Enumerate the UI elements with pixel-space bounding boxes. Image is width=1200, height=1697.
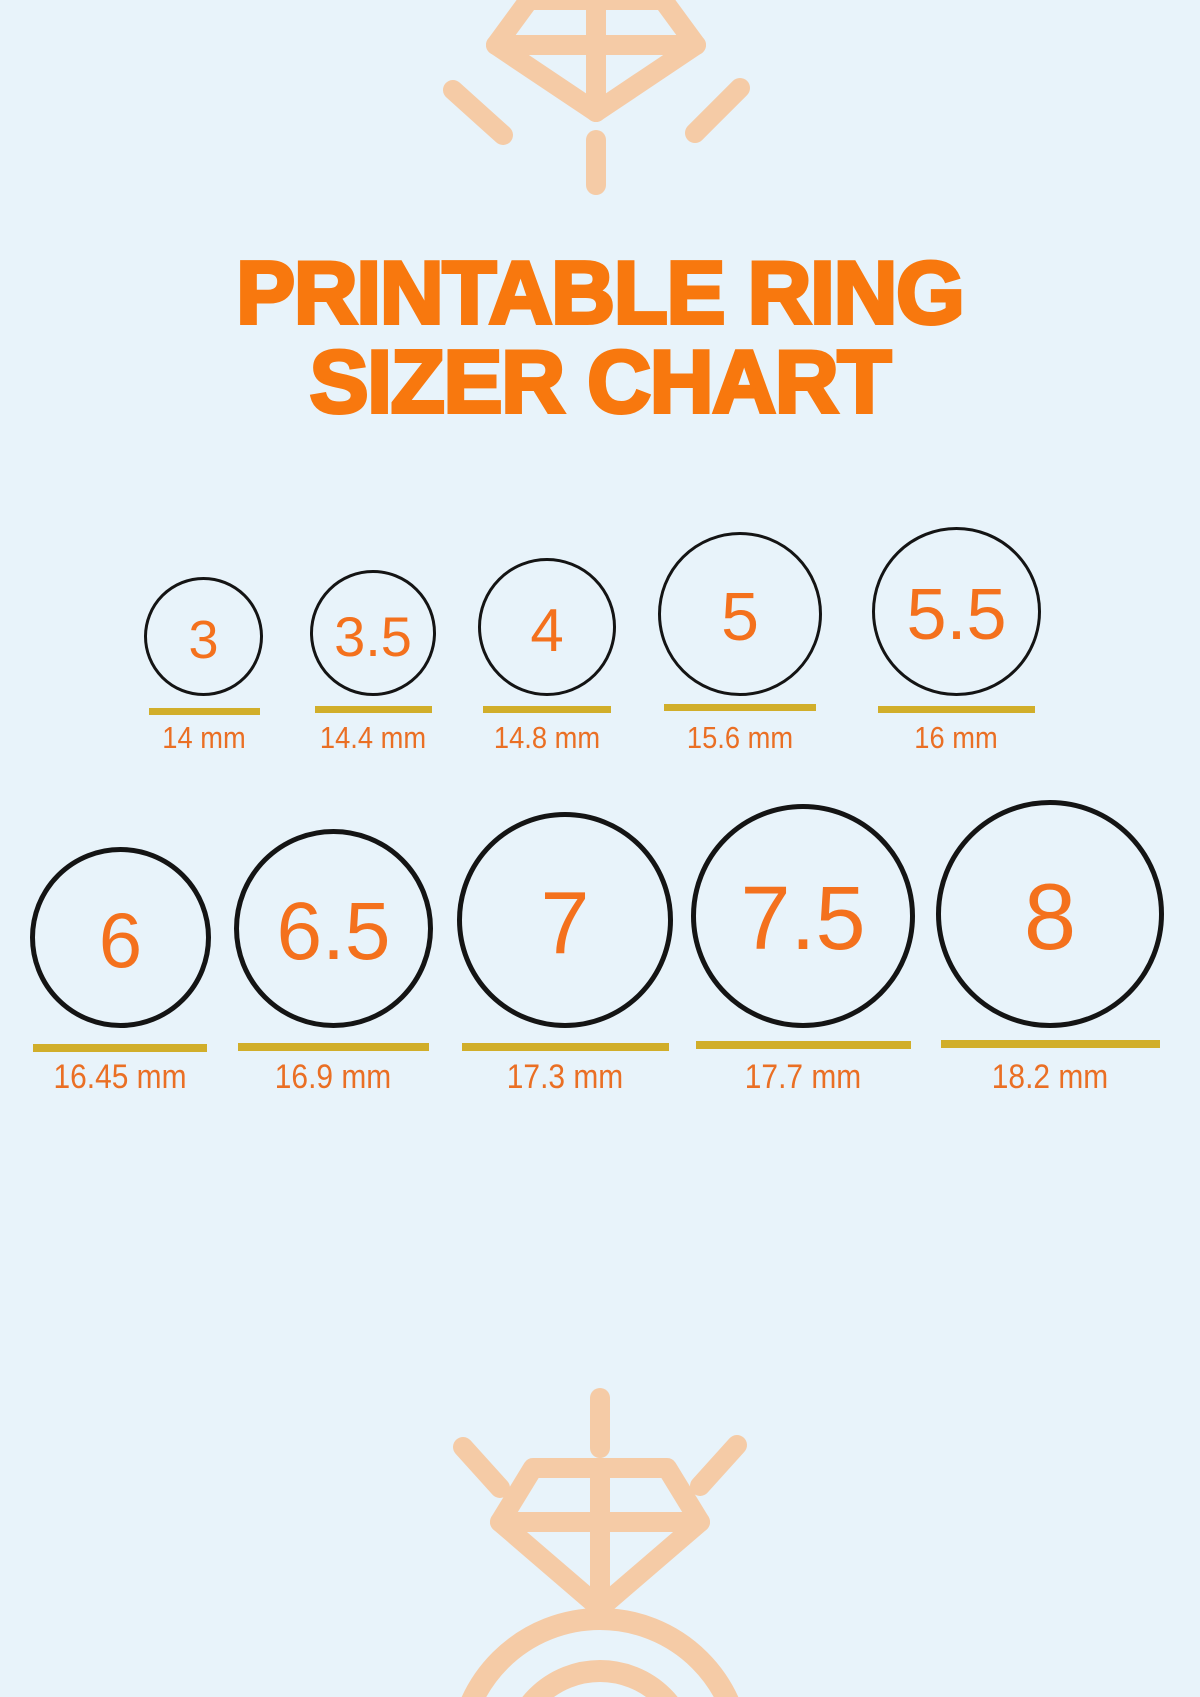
size-underline [462, 1043, 669, 1051]
diamond-ring-icon [446, 0, 746, 200]
diameter-label: 15.6 mm [686, 720, 794, 755]
ring-size-circle [478, 558, 616, 696]
size-underline [696, 1041, 911, 1049]
ring-size-number: 5 [721, 579, 759, 655]
ring-size-number: 6.5 [276, 885, 391, 977]
ring-size-number: 6 [98, 896, 143, 984]
size-underline [33, 1044, 207, 1052]
diameter-label: 16.9 mm [274, 1058, 392, 1096]
size-underline [941, 1040, 1160, 1048]
ring-size-circle [936, 800, 1164, 1028]
ring-size-circle [691, 804, 915, 1028]
size-underline [664, 704, 816, 711]
ring-size-circle [872, 527, 1041, 696]
page-title-line2: SIZER CHART [309, 332, 891, 431]
diameter-label: 17.3 mm [506, 1058, 624, 1096]
ring-size-circle [310, 570, 436, 696]
diameter-label: 18.2 mm [991, 1058, 1109, 1096]
diameter-label: 14.8 mm [493, 720, 601, 755]
ring-size-number: 7 [540, 873, 590, 972]
size-underline [878, 706, 1035, 713]
ring-size-circle [658, 532, 822, 696]
ring-size-circle [234, 829, 433, 1028]
ring-size-number: 3 [188, 609, 219, 670]
ring-size-circle [144, 577, 263, 696]
ring-size-number: 8 [1023, 864, 1077, 969]
page-title-line1: PRINTABLE RING [236, 243, 964, 342]
diameter-label: 17.7 mm [744, 1058, 862, 1096]
ring-size-number: 5.5 [906, 574, 1007, 655]
ring-size-number: 4 [530, 596, 564, 664]
diameter-label: 16 mm [914, 720, 998, 755]
size-underline [315, 706, 432, 713]
diameter-label: 16.45 mm [53, 1058, 187, 1096]
size-underline [238, 1043, 429, 1051]
ring-size-circle [30, 847, 211, 1028]
diameter-label: 14.4 mm [319, 720, 427, 755]
size-underline [149, 708, 260, 715]
diamond-ring-icon [450, 1390, 750, 1697]
diameter-label: 14 mm [162, 720, 246, 755]
ring-size-number: 7.5 [740, 868, 866, 969]
ring-size-number: 3.5 [334, 604, 412, 668]
size-underline [483, 706, 611, 713]
page-title [0, 243, 1200, 431]
ring-size-circle [457, 812, 673, 1028]
